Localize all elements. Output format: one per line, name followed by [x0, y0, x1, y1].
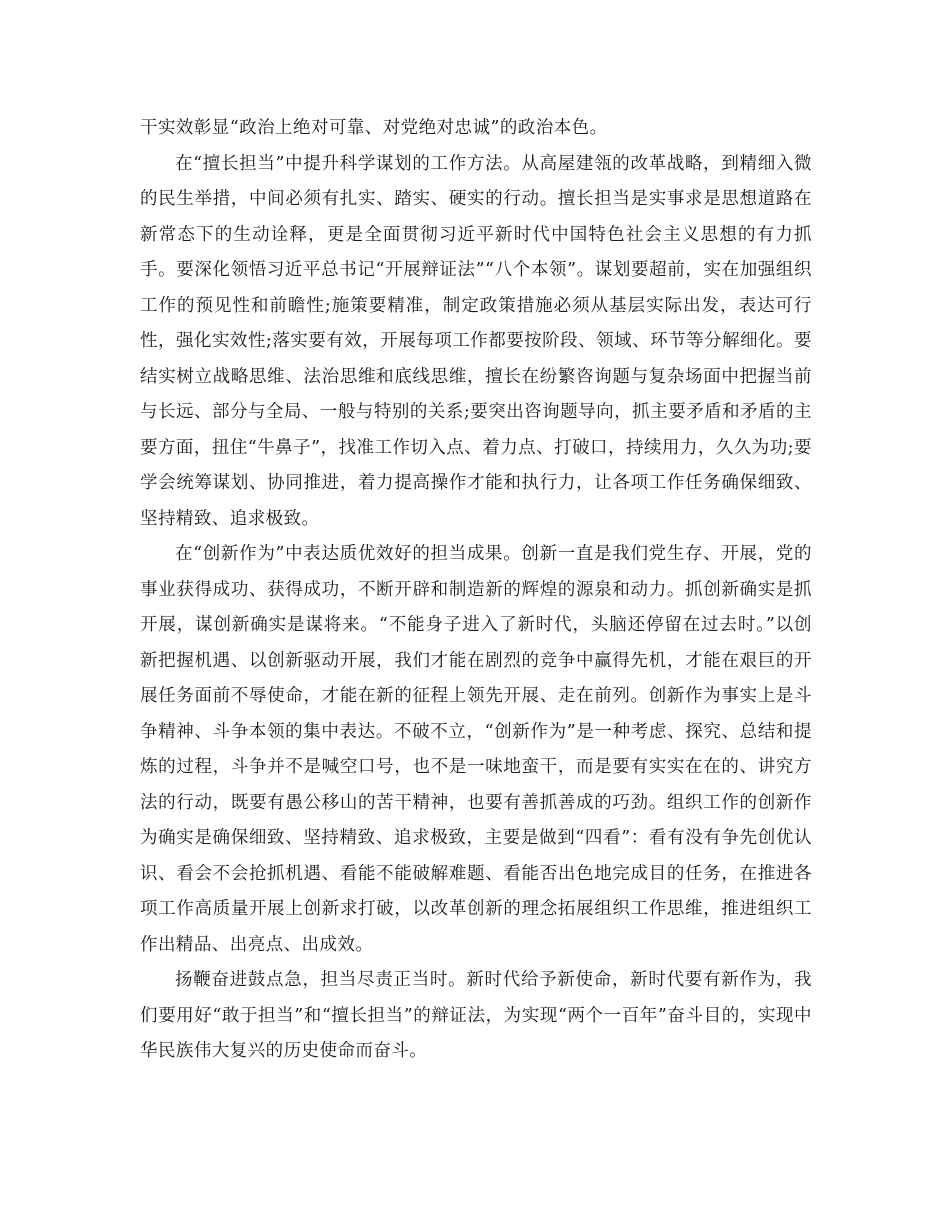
paragraph-4: 扬鞭奋进鼓点急，担当尽责正当时。新时代给予新使命，新时代要有新作为，我们要用好“敢于担当”和“擅长担当”的辩证法，为实现“两个一百年”奋斗目的，实现中华民族伟大复兴的历史使命而奋斗。 — [140, 970, 812, 1061]
document-page — [140, 111, 812, 1070]
paragraph-1: 干实效彰显“政治上绝对可靠、对党绝对忠诚”的政治本色。 — [140, 118, 608, 138]
paragraph-2: 在“擅长担当”中提升科学谋划的工作方法。从高屋建瓴的改革战略，到精细入微的民生举措，中间必须有扎实、踏实、硬实的行动。擅长担当是实事求是思想道路在新常态下的生动诠释，更是全面贯彻习近平新时代中国特色社会主义思想的有力抓手。要深化领悟习近平总书记“开展辩证法”“八个本领”。谋划要超前，实在加强组织工作的预见性和前瞻性;施策要精准，制定政策措施必须从基层实际出发，表达可行性，强化实效性;落实要有效，开展每项工作都要按阶段、领域、环节等分解细化。要结实树立战略思维、法治思维和底线思维，擅长在纷繁咨询题与复杂场面中把握当前与长远、部分与全局、一般与特别的关系;要突出咨询题导向，抓主要矛盾和矛盾的主要方面，扭住“牛鼻子”，找准工作切入点、着力点、打破口，持续用力，久久为功;要学会统筹谋划、协同推进，着力提高操作才能和执行力，让各项工作任务确保细致、坚持精致、追求极致。 — [140, 153, 812, 529]
paragraph-3: 在“创新作为”中表达质优效好的担当成果。创新一直是我们党生存、开展，党的事业获得成功、获得成功，不断开辟和制造新的辉煌的源泉和动力。抓创新确实是抓开展，谋创新确实是谋将来。“不能身子进入了新时代，头脑还停留在过去时。”以创新把握机遇、以创新驱动开展，我们才能在剧烈的竞争中赢得先机，才能在艰巨的开展任务面前不辱使命，才能在新的征程上领先开展、走在前列。创新作为事实上是斗争精神、斗争本领的集中表达。不破不立，“创新作为”是一种考虑、探究、总结和提炼的过程，斗争并不是喊空口号，也不是一味地蛮干，而是要有实实在在的、讲究方法的行动，既要有愚公移山的苦干精神，也要有善抓善成的巧劲。组织工作的创新作为确实是确保细致、坚持精致、追求极致，主要是做到“四看”：看有没有争先创优认识、看会不会抢抓机遇、看能不能破解难题、看能否出色地完成目的任务，在推进各项工作高质量开展上创新求打破，以改革创新的理念拓展组织工作思维，推进组织工作出精品、出亮点、出成效。 — [140, 544, 812, 955]
